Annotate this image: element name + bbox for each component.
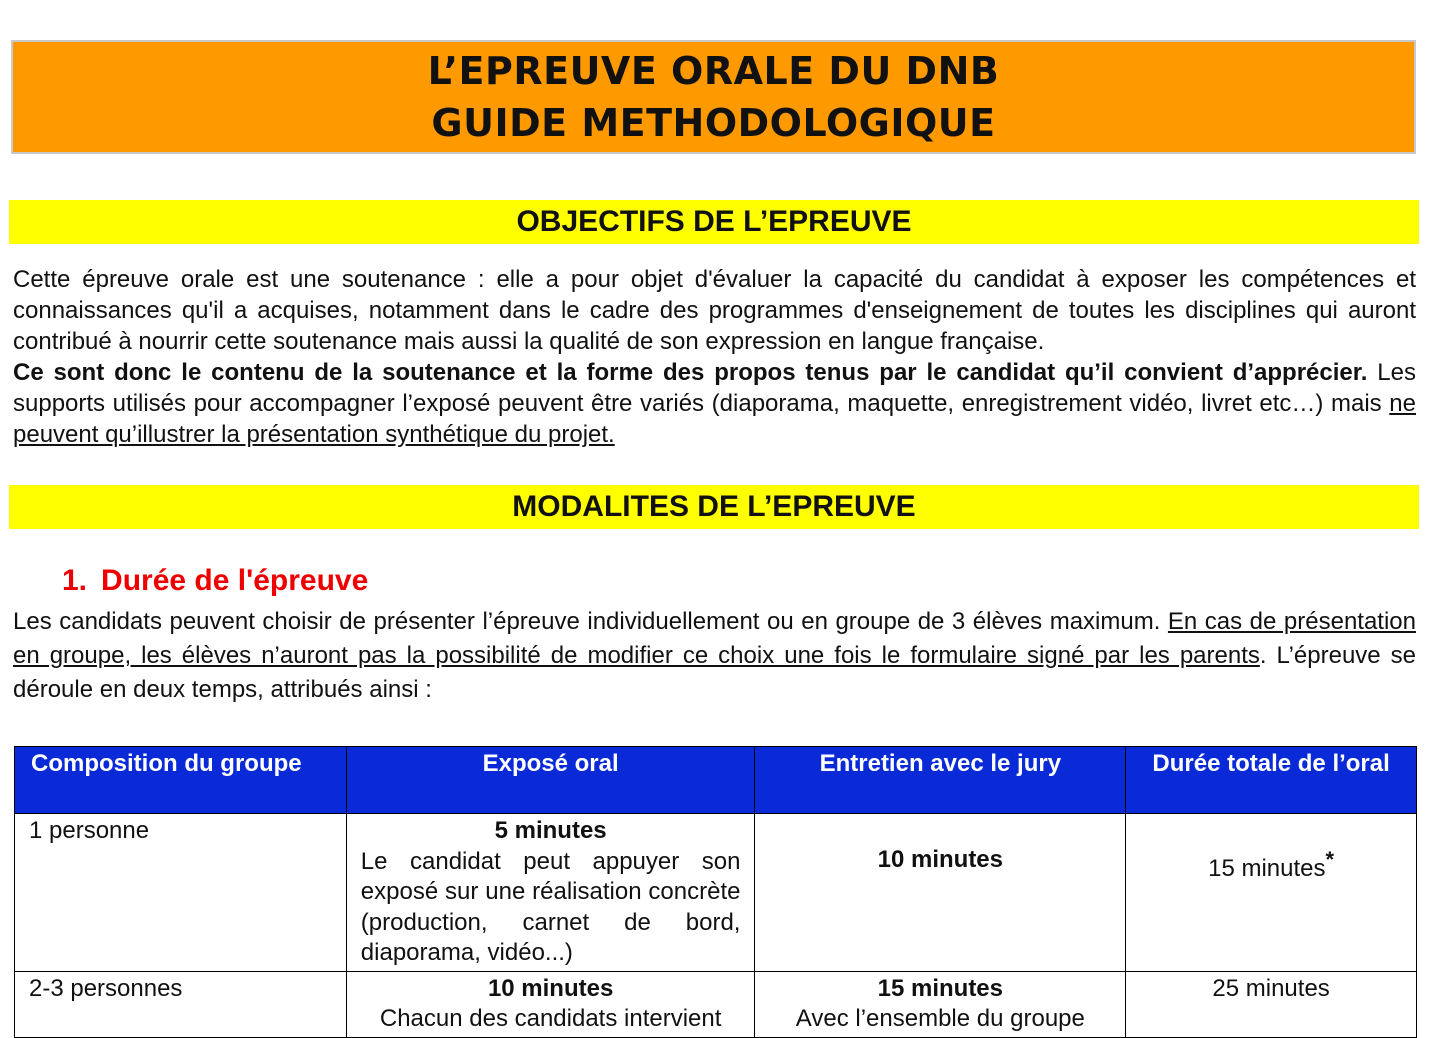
table-header-row bbox=[15, 747, 1417, 814]
document-title-line-2: GUIDE METHODOLOGIQUE bbox=[431, 101, 996, 145]
header-duree-totale: Durée totale de l’oral bbox=[1126, 747, 1417, 814]
section-title-duree bbox=[62, 561, 368, 601]
total-duration-value: 25 minutes bbox=[1212, 974, 1330, 1002]
cell-total bbox=[1126, 971, 1417, 1037]
objectifs-paragraph bbox=[13, 264, 1416, 450]
total-duration bbox=[1140, 845, 1402, 885]
expose-note: Le candidat peut appuyer son exposé sur une réalisation concrète (production, carnet de bord, diaporama, vidéo...) bbox=[360, 847, 741, 966]
table-row bbox=[15, 971, 1417, 1037]
document-title-line-1: L’EPREUVE ORALE DU DNB bbox=[427, 49, 1000, 93]
modalites-underlined-text: En cas de présentation en groupe, les élèves n’auront pas la possibilité de modifier ce choix une fois le formulaire signé par les parents bbox=[13, 608, 1416, 669]
table-row bbox=[15, 814, 1417, 972]
entretien-time: 15 minutes bbox=[877, 974, 1004, 1002]
objectifs-bold-text: Ce sont donc le contenu de la soutenance et la forme des propos tenus par le candidat qu’il convient d’apprécier. bbox=[13, 359, 1368, 386]
header-expose: Exposé oral bbox=[346, 747, 755, 814]
entretien-time: 10 minutes bbox=[877, 846, 1004, 873]
objectifs-heading: OBJECTIFS DE L’EPREUVE bbox=[9, 200, 1419, 244]
cell-expose bbox=[346, 814, 755, 972]
cell-group: 2-3 personnes bbox=[15, 971, 347, 1037]
header-composition: Composition du groupe bbox=[15, 747, 347, 814]
objectifs-text-2: Les supports utilisés pour accompagner l’exposé peuvent être variés (diaporama, maquette, enregistrement vidéo, livret etc…) mais bbox=[13, 359, 1417, 417]
total-duration-value: 15 minutes bbox=[1208, 855, 1326, 882]
cell-expose bbox=[346, 971, 755, 1037]
cell-total bbox=[1126, 814, 1417, 972]
document-title-box bbox=[11, 40, 1416, 154]
modalites-heading: MODALITES DE L’EPREUVE bbox=[9, 485, 1419, 529]
section-title-text: Durée de l'épreuve bbox=[101, 564, 369, 597]
cell-entretien bbox=[755, 814, 1126, 972]
modalites-paragraph bbox=[13, 605, 1416, 707]
modalites-text-1: Les candidats peuvent choisir de présenter l’épreuve individuellement ou en groupe de 3 élèves maximum. bbox=[13, 608, 1168, 635]
header-entretien: Entretien avec le jury bbox=[755, 747, 1126, 814]
cell-group: 1 personne bbox=[15, 814, 347, 972]
footnote-mark: * bbox=[1325, 847, 1335, 872]
entretien-note: Avec l’ensemble du groupe bbox=[795, 1005, 1085, 1032]
objectifs-text-1: Cette épreuve orale est une soutenance : elle a pour objet d'évaluer la capacité du candidat à exposer les compétences et connaissances qu'il a acquises, notamment dans le cadre des programmes d'enseignement de toutes les disciplines qui auront contribué à nourrir cette soutenance mais aussi la qualité de son expression en langue française. bbox=[13, 266, 1416, 355]
expose-time: 10 minutes bbox=[487, 974, 614, 1002]
expose-time: 5 minutes bbox=[494, 817, 607, 844]
objectifs-underlined-text: ne peuvent qu’illustrer la présentation synthétique du projet. bbox=[13, 390, 1416, 448]
cell-entretien bbox=[755, 971, 1126, 1037]
duration-table bbox=[14, 746, 1417, 1038]
section-number: 1. bbox=[62, 564, 88, 597]
modalites-text-2: . L’épreuve se déroule en deux temps, attribués ainsi : bbox=[13, 642, 1417, 703]
expose-note: Chacun des candidats intervient bbox=[379, 1005, 722, 1032]
